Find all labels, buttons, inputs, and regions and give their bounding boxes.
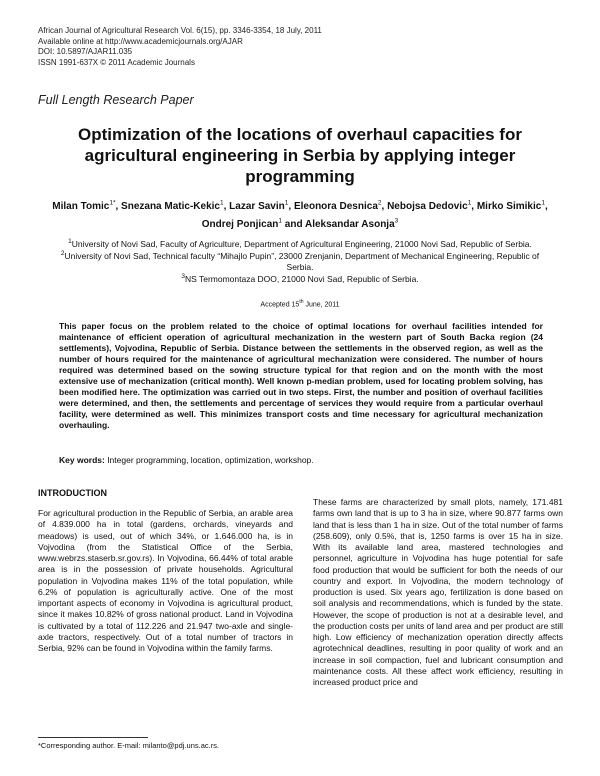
footnote-divider (38, 737, 148, 738)
keywords-label: Key words: (59, 455, 105, 465)
journal-citation: African Journal of Agricultural Research Vol. 6(15), pp. 3346-3354, 18 July, 2011 (38, 26, 322, 35)
accepted-date: Accepted 15th June, 2011 (260, 299, 340, 309)
journal-doi: DOI: 10.5897/AJAR11.035 (38, 47, 133, 57)
paper-title: Optimization of the locations of overhaul capacities for agricultural engineering in Serbia by applying integer programming (78, 125, 522, 186)
section-heading-introduction: INTRODUCTION (38, 488, 107, 498)
author: Milan Tomic$^{1*}$, (52, 200, 122, 213)
author-list (50, 197, 550, 232)
author: Eleonora Desnica$^2$, (293, 200, 388, 213)
author: Aleksandar Asonja$^3$ (304, 217, 399, 230)
corresponding-author-footnote: *Corresponding author. E-mail: milanto@pdj.uns.ac.rs. (38, 741, 220, 750)
affiliation: $^1$University of Novi Sad, Faculty of Agriculture, Department of Agricultural Engineering, 21000 Novi Sad, Republic of Serbia. (68, 238, 532, 249)
keywords (59, 455, 543, 465)
author: Lazar Savin$^1$, (229, 200, 294, 213)
abstract: This paper focus on the problem related to the choice of optimal locations for overhaul facilities intended for maintenance of efficient operation of agricultural mechanization in the western part of South Backa region (24 settlements), Vojvodina, Republic of Serbia. Distance between the settlements in the observed region, as well as the number of hours required for the maintenance of agricultural mechanization were considered. The number of hours required was determined based on the sowing structure typical for that region and on the month with the most extensive use of mechanization (critical month). Well known p-median problem, used for locating problem solving, has been modified here. The optimization was carried out in two steps. First, the number and position of overhaul facilities were determined, and then, the settlements and percentage of services they would require from a particular overhaul facility, were determined as well. This minimizes transport costs and time necessary for agricultural mechanization overhauling. (59, 321, 543, 430)
body-column-left: For agricultural production in the Republic of Serbia, an arable area of 4.839.000 ha in total (gardens, orchards, vineyards and meadows) is used, out of which 34%, or 1.646.000 ha, is in Vojvodina (from the Statistical Office of the Serbia, www.webrzs.staserb.sr.gov.rs). In Vojvodina, 66.44% of total arable area is in the possession of private households. Agricultural population in Vojvodina makes 11% of the total population, while 6.2% of population is agriculturally active. One of the most important aspects of economy in Vojvodina is agricultural product, since it makes 10.82% of gross national product. Land in Vojvodina is cultivated by a total of 112.226 and 21.947 two-axle and single-axle tractors, respectively. Out of a total number of tractors in Serbia, 92% can be found in Vojvodina within the family farms. (38, 508, 293, 653)
keywords-text: Integer programming, location, optimization, workshop. (104, 455, 314, 465)
body-column-right: These farms are characterized by small plots, namely, 171.481 farms own land that is up to 3 ha in size, where 90.877 farms own land that is less than 1 ha in size. Out of the total number of farms (258.609), only 0.5%, that is, 1250 farms is over 15 ha in size. With its available land area, mastered technologies and personnel, agriculture in Vojvodina has huge potential for safe food production that would be sufficient for both the needs of our country and export. In Vojvodina, the modern technology of production is used. Six years ago, fertilization is done based on soil analysis and recommendations, which is funded by the state. However, the scope of production is not at a desirable level, and the production costs per units of land area and per product are still high. Low efficiency of mechanization operation directly affects agrotechnical deadlines, resulting in poor quality of work and an increase in soil compaction, fuel and lubricant consumption and maintenance costs. All these affect work efficiency, resulting in increased product price and (313, 497, 563, 687)
author: Snezana Matic-Kekic$^1$, (121, 200, 230, 213)
journal-url: Available online at http://www.academicjournals.org/AJAR (38, 36, 243, 46)
author: Ondrej Ponjican$^1$ and (201, 217, 305, 230)
journal-issn: ISSN 1991-637X © 2011 Academic Journals (38, 57, 195, 67)
journal-header (38, 26, 322, 68)
paper-type: Full Length Research Paper (38, 93, 194, 107)
affiliations (55, 237, 545, 284)
author: Nebojsa Dedovic$^1$, (387, 200, 477, 213)
affiliation: $^2$University of Novi Sad, Technical faculty “Mihajlo Pupin”, 23000 Zrenjanin, Department of Mechanical Engineering, Republic of Serbia. (60, 250, 540, 272)
author: Mirko Simikic$^1$, (476, 200, 548, 213)
affiliation: $^3$NS Termomontaza DOO, 21000 Novi Sad, Republic of Serbia. (181, 273, 419, 284)
